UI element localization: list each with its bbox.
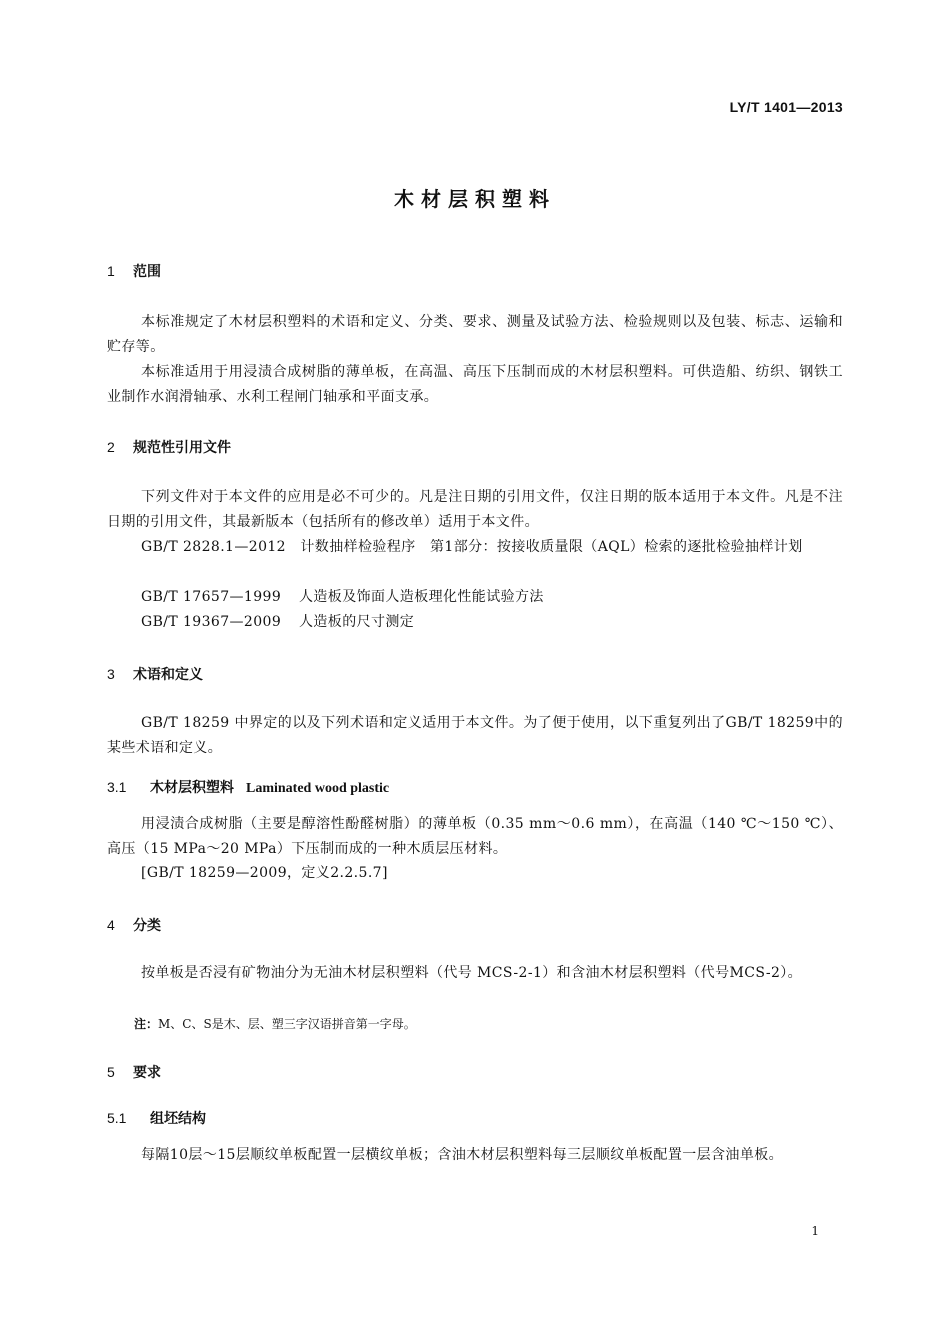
note-text: M、C、S是木、层、塑三字汉语拼音第一字母。 bbox=[158, 1017, 416, 1031]
definition-source: [GB/T 18259—2009，定义2.2.5.7] bbox=[141, 865, 388, 881]
subsection-5-1-heading bbox=[107, 1108, 206, 1128]
document-title: 木材层积塑料 bbox=[394, 187, 556, 211]
section-number: 2 bbox=[107, 439, 115, 455]
section-2-paragraph-1: 下列文件对于本文件的应用是必不可少的。凡是注日期的引用文件，仅注日期的版本适用于本文件。凡是不注日期的引用文件，其最新版本（包括所有的修改单）适用于本文件。 bbox=[107, 489, 843, 530]
section-3-paragraph-1: GB/T 18259 中界定的以及下列术语和定义适用于本文件。为了便于使用，以下重复列出了GB/T 18259中的某些术语和定义。 bbox=[107, 715, 843, 756]
section-1-heading bbox=[107, 261, 161, 281]
subsection-number: 3.1 bbox=[107, 779, 127, 795]
section-title: 规范性引用文件 bbox=[133, 440, 231, 456]
subsection-3-1-heading bbox=[107, 777, 389, 797]
section-4-paragraph-1: 按单板是否浸有矿物油分为无油木材层积塑料（代号 MCS-2-1）和含油木材层积塑料（代号MCS-2）。 bbox=[141, 965, 803, 981]
reference-code: GB/T 17657—1999 bbox=[141, 589, 282, 605]
reference-item bbox=[141, 585, 544, 610]
reference-code: GB/T 2828.1—2012 bbox=[141, 539, 286, 555]
note-label: 注： bbox=[134, 1017, 159, 1031]
section-number: 1 bbox=[107, 263, 115, 279]
section-title: 术语和定义 bbox=[133, 667, 203, 683]
term-definition: 用浸渍合成树脂（主要是醇溶性酚醛树脂）的薄单板（0.35 mm～0.6 mm），在高温（140 ℃～150 ℃）、高压（15 MPa～20 MPa）下压制而成的一种木质层压材料。 bbox=[107, 816, 843, 857]
reference-title: 人造板及饰面人造板理化性能试验方法 bbox=[299, 589, 544, 605]
reference-title: 人造板的尺寸测定 bbox=[299, 614, 415, 630]
section-number: 4 bbox=[107, 917, 115, 933]
section-1-paragraph-2: 本标准适用于用浸渍合成树脂的薄单板，在高温、高压下压制而成的木材层积塑料。可供造船、纺织、钢铁工业制作水润滑轴承、水利工程闸门轴承和平面支承。 bbox=[107, 364, 843, 405]
section-title: 范围 bbox=[133, 264, 161, 280]
standard-code: LY/T 1401—2013 bbox=[729, 99, 843, 115]
subsection-5-1-paragraph: 每隔10层～15层顺纹单板配置一层横纹单板；含油木材层积塑料每三层顺纹单板配置一层含油单板。 bbox=[141, 1147, 784, 1163]
subsection-title: 木材层积塑料 bbox=[150, 780, 234, 796]
section-4-heading bbox=[107, 915, 161, 935]
reference-title: 计数抽样检验程序 第1部分：按接收质量限（AQL）检索的逐批检验抽样计划 bbox=[300, 539, 803, 555]
subsection-number: 5.1 bbox=[107, 1110, 127, 1126]
section-title: 分类 bbox=[133, 918, 161, 934]
reference-item bbox=[107, 535, 843, 560]
section-1-paragraph-1: 本标准规定了木材层积塑料的术语和定义、分类、要求、测量及试验方法、检验规则以及包装、标志、运输和贮存等。 bbox=[107, 314, 843, 355]
subsection-english-title: Laminated wood plastic bbox=[246, 781, 390, 796]
section-5-heading bbox=[107, 1062, 161, 1082]
section-3-heading bbox=[107, 664, 203, 684]
note bbox=[134, 1015, 416, 1032]
section-2-heading bbox=[107, 437, 231, 457]
reference-code: GB/T 19367—2009 bbox=[141, 614, 282, 630]
section-number: 5 bbox=[107, 1064, 115, 1080]
section-title: 要求 bbox=[133, 1065, 161, 1081]
section-number: 3 bbox=[107, 666, 115, 682]
page-number: 1 bbox=[811, 1224, 819, 1238]
reference-item bbox=[141, 610, 414, 635]
subsection-title: 组坯结构 bbox=[150, 1111, 206, 1127]
